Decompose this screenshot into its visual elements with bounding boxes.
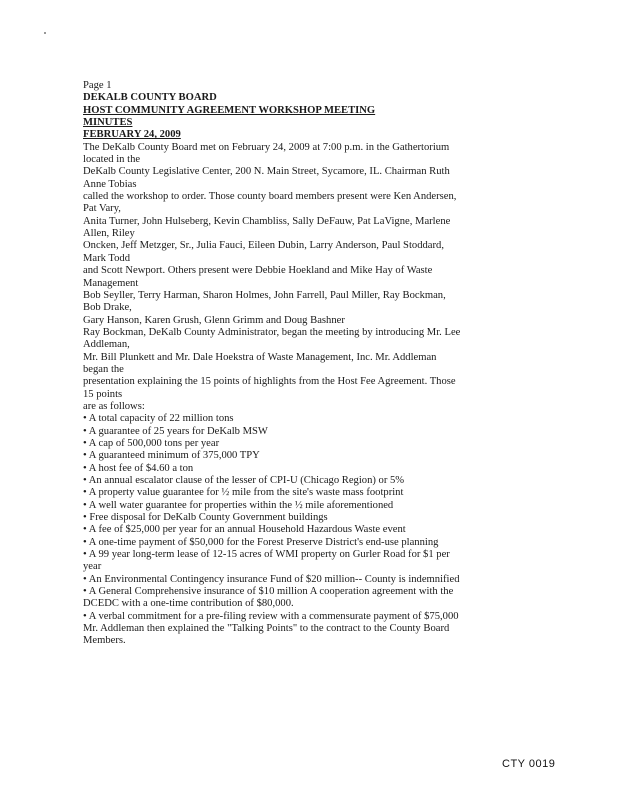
minutes-line: Addleman,	[83, 339, 130, 351]
minutes-line: year	[83, 561, 102, 573]
minutes-line: The DeKalb County Board met on February 24, 2009 at 7:00 p.m. in the Gathertorium	[83, 141, 450, 153]
minutes-line: • A guaranteed minimum of 375,000 TPY	[83, 450, 260, 462]
minutes-line: Ray Bockman, DeKalb County Administrator, began the meeting by introducing Mr. Lee	[83, 326, 461, 338]
minutes-line: Management	[83, 277, 139, 289]
minutes-line: Bob Drake,	[83, 302, 132, 314]
minutes-line: Members.	[83, 635, 126, 647]
minutes-line: • A guarantee of 25 years for DeKalb MSW	[83, 425, 268, 437]
header-date: FEBRUARY 24, 2009	[83, 129, 181, 141]
minutes-line: • Free disposal for DeKalb County Government buildings	[83, 512, 328, 524]
header-meeting-title: HOST COMMUNITY AGREEMENT WORKSHOP MEETING	[83, 104, 376, 116]
minutes-line: DCEDC with a one-time contribution of $80,000.	[83, 598, 294, 610]
minutes-line: Pat Vary,	[83, 203, 121, 215]
bates-stamp: CTY 0019	[502, 758, 556, 770]
minutes-line: Gary Hanson, Karen Grush, Glenn Grimm and Doug Bashner	[83, 314, 345, 326]
header-board-name: DEKALB COUNTY BOARD	[83, 92, 217, 104]
minutes-line: located in the	[83, 154, 141, 166]
header-minutes: MINUTES	[83, 117, 133, 129]
scan-speck	[44, 32, 46, 34]
minutes-document	[83, 80, 523, 648]
minutes-line: Anne Tobias	[83, 178, 137, 190]
minutes-line: • An Environmental Contingency insurance Fund of $20 million-- County is indemnified	[83, 573, 460, 585]
minutes-line: • A fee of $25,000 per year for an annual Household Hazardous Waste event	[83, 524, 406, 536]
minutes-line: • A property value guarantee for ½ mile from the site's waste mass footprint	[83, 487, 404, 499]
minutes-line: Mark Todd	[83, 252, 131, 264]
minutes-line: • A cap of 500,000 tons per year	[83, 437, 220, 449]
minutes-line: Mr. Bill Plunkett and Mr. Dale Hoekstra of Waste Management, Inc. Mr. Addleman	[83, 351, 437, 363]
minutes-line: DeKalb County Legislative Center, 200 N. Main Street, Sycamore, IL. Chairman Ruth	[83, 166, 450, 178]
minutes-line: 15 points	[83, 388, 123, 400]
minutes-line: • A host fee of $4.60 a ton	[83, 462, 194, 474]
minutes-line: began the	[83, 363, 124, 375]
page-label: Page 1	[83, 80, 112, 91]
minutes-line: Oncken, Jeff Metzger, Sr., Julia Fauci, Eileen Dubin, Larry Anderson, Paul Stoddard,	[83, 240, 444, 252]
minutes-line: • A 99 year long-term lease of 12-15 acres of WMI property on Gurler Road for $1 per	[83, 549, 450, 561]
minutes-line: Mr. Addleman then explained the "Talking Points" to the contract to the County Board	[83, 623, 450, 635]
minutes-line: • A total capacity of 22 million tons	[83, 413, 234, 425]
minutes-line: and Scott Newport. Others present were Debbie Hoekland and Mike Hay of Waste	[83, 265, 433, 277]
minutes-body	[83, 142, 523, 648]
minutes-line: Bob Seyller, Terry Harman, Sharon Holmes, John Farrell, Paul Miller, Ray Bockman,	[83, 289, 446, 301]
minutes-line: presentation explaining the 15 points of highlights from the Host Fee Agreement. Those	[83, 376, 456, 388]
minutes-line: called the workshop to order. Those county board members present were Ken Andersen,	[83, 191, 457, 203]
minutes-line: Allen, Riley	[83, 228, 135, 240]
minutes-line: Anita Turner, John Hulseberg, Kevin Chambliss, Sally DeFauw, Pat LaVigne, Marlene	[83, 215, 451, 227]
minutes-line: • An annual escalator clause of the lesser of CPI-U (Chicago Region) or 5%	[83, 475, 405, 486]
minutes-line: • A General Comprehensive insurance of $10 million A cooperation agreement with the	[83, 586, 454, 598]
minutes-line: • A well water guarantee for properties within the ½ mile aforementioned	[83, 499, 394, 511]
minutes-line: • A verbal commitment for a pre-filing review with a commensurate payment of $75,000	[83, 610, 459, 622]
minutes-line: • A one-time payment of $50,000 for the Forest Preserve District's end-use planning	[83, 536, 439, 548]
minutes-line: are as follows:	[83, 400, 145, 412]
